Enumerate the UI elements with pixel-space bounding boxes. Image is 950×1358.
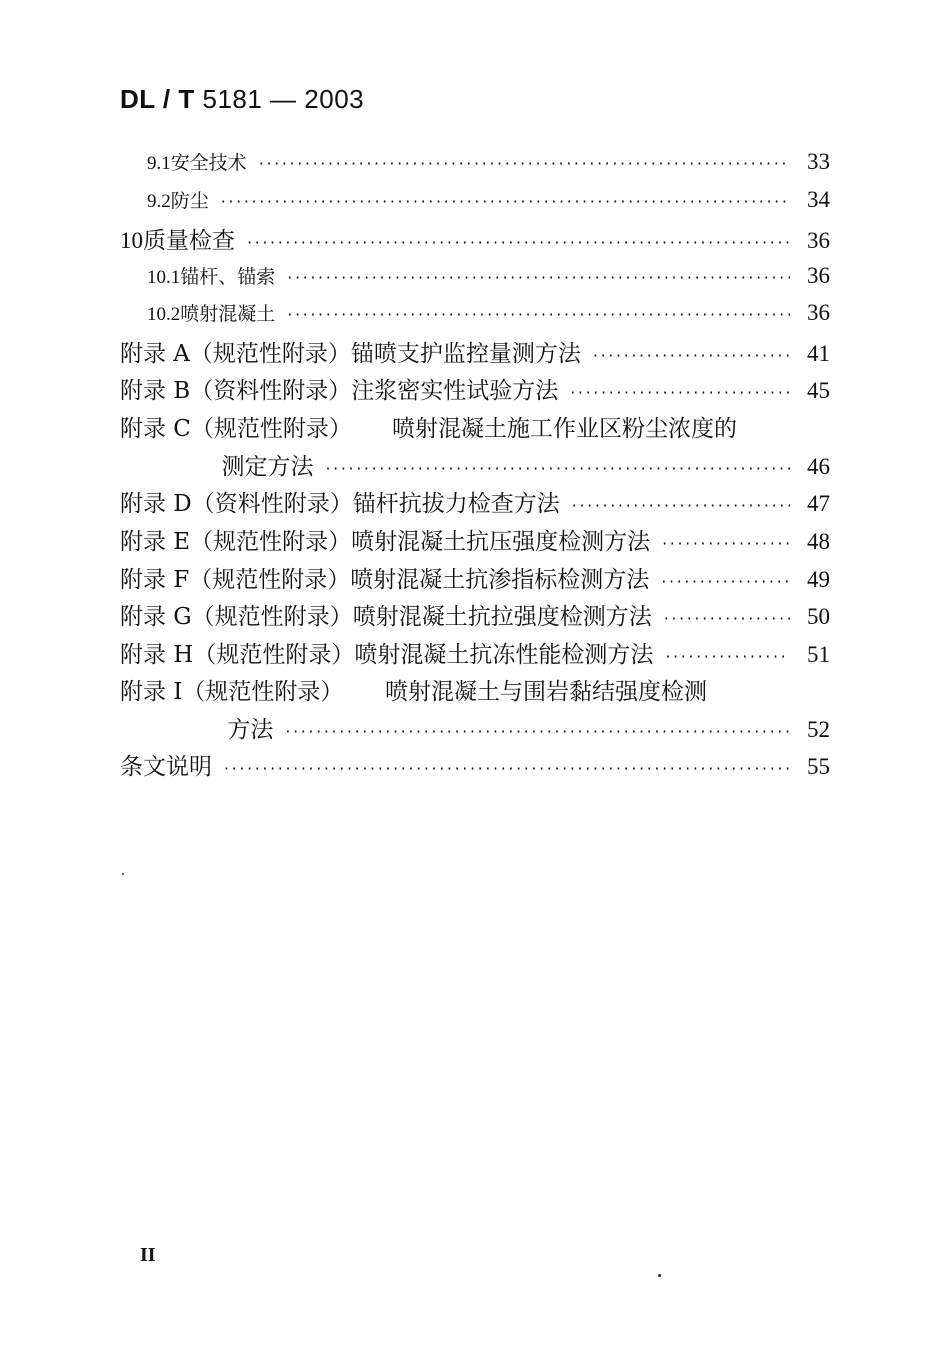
- toc-entry-appendix-g[interactable]: [120, 598, 830, 631]
- dot-leader: [224, 759, 790, 778]
- appendix-label: 附录 I（规范性附录）: [120, 679, 344, 705]
- appendix-title: 喷射混凝土抗渗指标检测方法: [350, 567, 650, 593]
- appendix-label: 附录 F（规范性附录）: [120, 567, 351, 593]
- appendix-label: 附录 C（规范性附录）: [120, 416, 352, 442]
- section-title: 锚杆、锚索: [180, 266, 276, 288]
- appendix-label: 附录 G（规范性附录）: [120, 604, 353, 630]
- page-number: 52: [807, 717, 830, 742]
- dot-leader: [665, 647, 790, 666]
- dot-leader: [287, 268, 790, 287]
- dot-leader: [593, 346, 790, 365]
- appendix-label: 附录 D（资料性附录）: [120, 491, 353, 517]
- toc-entry-appendix-e[interactable]: [120, 523, 830, 556]
- page-number: 33: [807, 149, 830, 174]
- dot-leader: [325, 459, 790, 478]
- toc-entry-appendix-c[interactable]: [120, 410, 830, 443]
- dot-leader: [661, 572, 790, 591]
- appendix-label: 附录 E（规范性附录）: [120, 529, 352, 555]
- dot-leader: [221, 192, 790, 211]
- page-number: 34: [807, 187, 830, 212]
- toc-entry-appendix-h[interactable]: [120, 636, 830, 669]
- toc-entry-9-1[interactable]: [120, 148, 830, 175]
- dot-leader: [572, 496, 790, 515]
- toc-entry-appendix-d[interactable]: [120, 485, 830, 518]
- toc-entry-10[interactable]: [120, 222, 830, 255]
- appendix-title-continued: 测定方法: [221, 454, 314, 480]
- dot-leader: [570, 383, 790, 402]
- appendix-title: 锚杆抗拔力检查方法: [352, 491, 560, 517]
- page-number: 55: [807, 754, 830, 779]
- toc-entry-9-2[interactable]: [120, 186, 830, 213]
- dot-leader: [662, 534, 790, 553]
- appendix-title: 喷射混凝土抗冻性能检测方法: [354, 642, 654, 668]
- scan-speck: [122, 873, 124, 875]
- dot-leader: [664, 609, 790, 628]
- appendix-label: 附录 A（规范性附录）: [120, 341, 351, 367]
- section-number: 10.2: [147, 304, 181, 325]
- toc-entry-appendix-a[interactable]: [120, 335, 830, 368]
- footer-page-number: II: [140, 1244, 156, 1266]
- scan-speck: [658, 1274, 661, 1277]
- standard-number-year: 5181 — 2003: [202, 84, 365, 114]
- appendix-title: 注浆密实性试验方法: [351, 378, 559, 404]
- page-number: 48: [807, 529, 830, 554]
- appendix-title: 喷射混凝土抗拉强度检测方法: [352, 604, 652, 630]
- chapter-title: 质量检查: [143, 228, 235, 254]
- toc-entry-10-2[interactable]: [120, 299, 830, 326]
- page-number: 41: [807, 341, 830, 366]
- toc-entry-appendix-i-continued[interactable]: [120, 711, 830, 744]
- section-title: 喷射混凝土: [180, 303, 276, 325]
- dot-leader: [247, 233, 790, 252]
- appendix-label: 附录 B（资料性附录）: [120, 378, 352, 404]
- toc-entry-explanation[interactable]: [120, 748, 830, 781]
- toc-entry-appendix-i[interactable]: [120, 673, 830, 706]
- toc-entry-10-1[interactable]: [120, 262, 830, 289]
- appendix-title: 喷射混凝土抗压强度检测方法: [351, 529, 651, 555]
- page-number: 50: [807, 604, 830, 629]
- page-number: 36: [807, 263, 830, 288]
- section-title: 条文说明: [120, 754, 212, 780]
- standard-code: DL / T: [120, 84, 195, 114]
- toc-entry-appendix-b[interactable]: [120, 372, 830, 405]
- dot-leader: [287, 305, 790, 324]
- section-title: 安全技术: [170, 152, 247, 174]
- appendix-title-continued: 方法: [227, 717, 274, 743]
- page-number: 36: [807, 300, 830, 325]
- appendix-title: 喷射混凝土与围岩黏结强度检测: [385, 679, 707, 705]
- dot-leader: [259, 154, 790, 173]
- document-header: [120, 84, 364, 115]
- appendix-label: 附录 H（规范性附录）: [120, 642, 355, 668]
- section-title: 防尘: [170, 190, 209, 212]
- page-number: 45: [807, 378, 830, 403]
- page-number: 49: [807, 567, 830, 592]
- chapter-number: 10: [120, 228, 143, 253]
- dot-leader: [285, 722, 790, 741]
- page-number: 47: [807, 491, 830, 516]
- section-number: 10.1: [147, 267, 181, 288]
- page-number: 46: [807, 454, 830, 479]
- appendix-title: 喷射混凝土施工作业区粉尘浓度的: [392, 416, 737, 442]
- page-number: 36: [807, 228, 830, 253]
- section-number: 9.2: [147, 191, 171, 212]
- toc-entry-appendix-f[interactable]: [120, 561, 830, 594]
- toc-entry-appendix-c-continued[interactable]: [120, 448, 830, 481]
- page-number: 51: [807, 642, 830, 667]
- section-number: 9.1: [147, 153, 171, 174]
- appendix-title: 锚喷支护监控量测方法: [350, 341, 581, 367]
